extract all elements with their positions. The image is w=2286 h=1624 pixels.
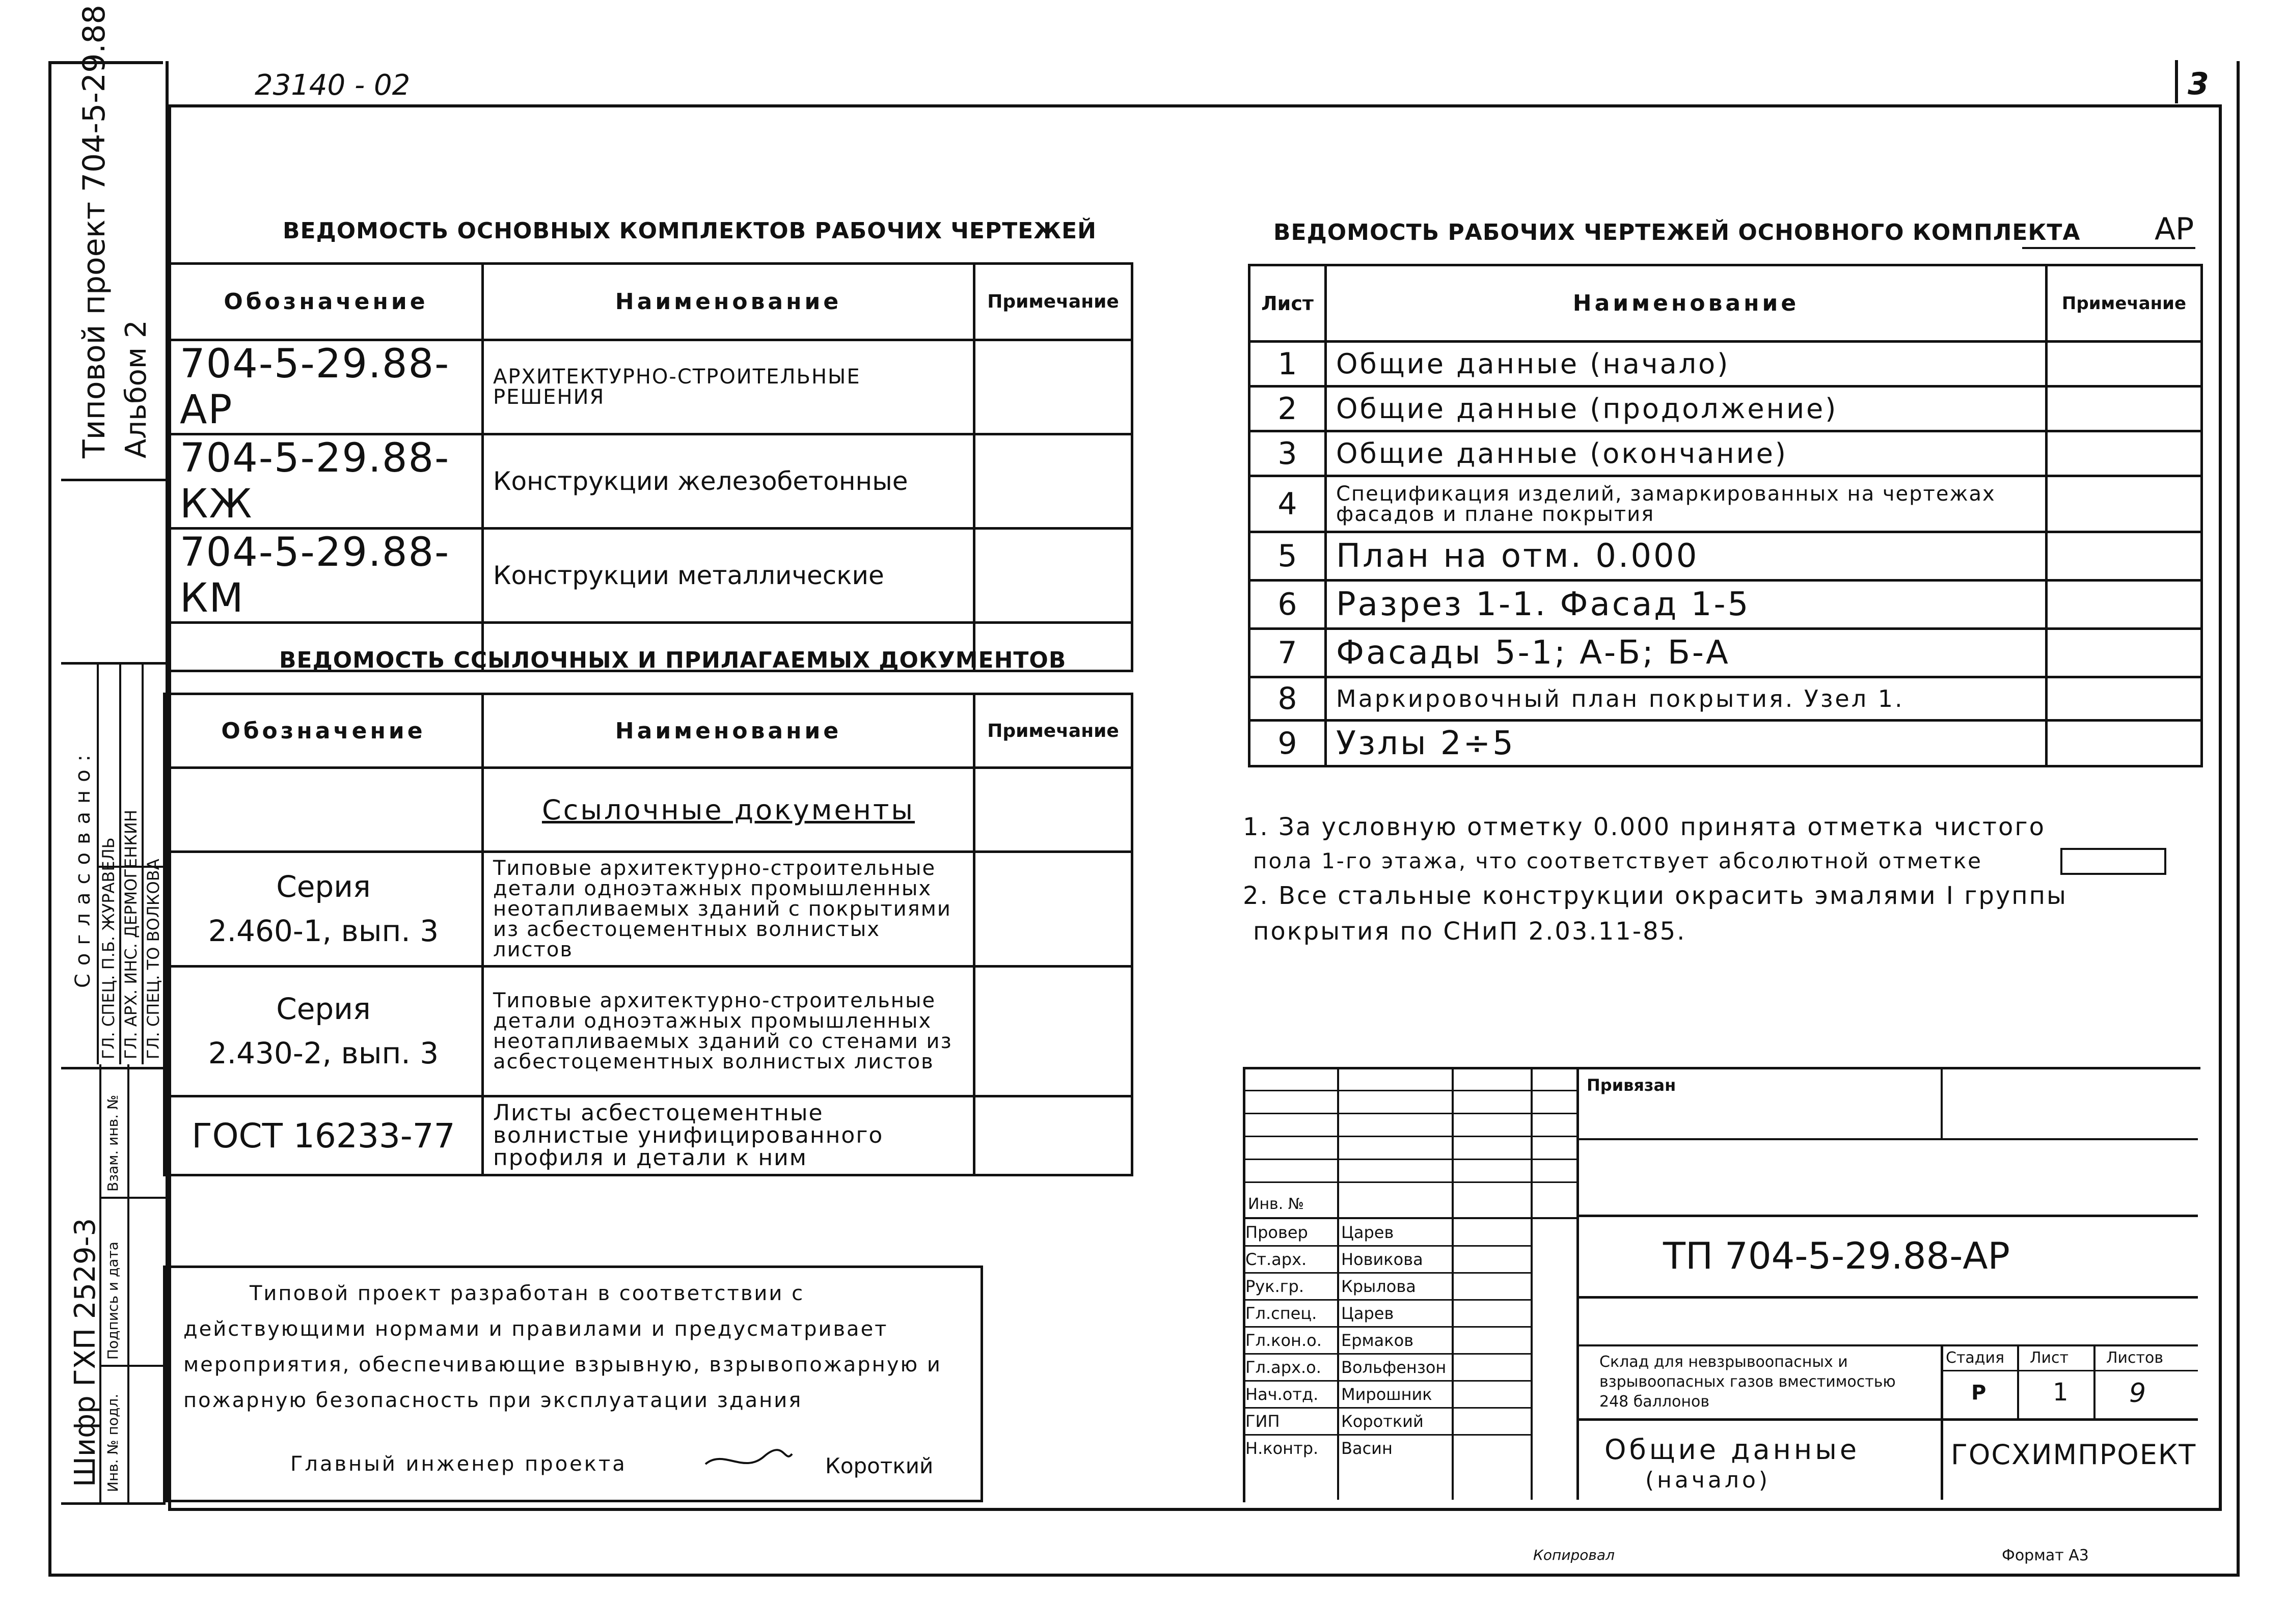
sheet-number: 2 xyxy=(1249,387,1326,431)
signer-row: Ст.арх. Новикова xyxy=(1245,1247,1531,1274)
agreed-row-2: ГЛ. АРХ. ИНС. ДЕРМОГЕНКИН xyxy=(121,810,141,1059)
col-header-note: Примечание xyxy=(2047,265,2202,342)
sheet-number: 3 xyxy=(1249,431,1326,476)
note-line-2: пола 1-го этажа, что соответствует абсолютной отметке xyxy=(1253,848,1983,873)
side-divider-1 xyxy=(61,479,166,481)
footer-format: Формат А3 xyxy=(2002,1547,2089,1564)
table-row xyxy=(170,340,1132,434)
object-name: Склад для невзрывоопасных и взрывоопасных газов вместимостью 248 баллонов xyxy=(1599,1353,1896,1411)
sheet-list-suffix-line xyxy=(2022,247,2195,249)
ref-code: Серия 2.430-2, вып. 3 xyxy=(165,967,483,1096)
sheet-number: 8 xyxy=(1249,677,1326,721)
ref-name: Листы асбестоцементные волнистые унифицированного профиля и детали к ним xyxy=(483,1096,974,1175)
sheet-number: 5 xyxy=(1249,532,1326,581)
table-row xyxy=(1249,342,2202,387)
tb-row xyxy=(1243,1113,1576,1114)
podpis-label: Подпись и дата xyxy=(104,1242,121,1360)
side-bottom-row xyxy=(99,1365,166,1367)
table-row xyxy=(170,529,1132,623)
tb-row xyxy=(1243,1090,1576,1091)
tb-hline xyxy=(1941,1370,2198,1371)
table-row xyxy=(165,768,1132,852)
sheet-name: Общие данные (окончание) xyxy=(1326,431,2047,476)
table-row xyxy=(165,967,1132,1096)
table-row xyxy=(170,434,1132,529)
sheet-name: Маркировочный план покрытия. Узел 1. xyxy=(1326,677,2047,721)
col-header-note: Примечание xyxy=(974,264,1132,340)
sheet-list-table xyxy=(1248,264,2203,767)
col-header-name: Наименование xyxy=(483,694,974,768)
tb-vline xyxy=(1941,1067,1943,1138)
sheet-number: 9 xyxy=(1249,721,1326,766)
album-vertical: Альбом 2 xyxy=(120,320,153,458)
signer-row: Гл.спец. Царев xyxy=(1245,1301,1531,1328)
statement-text: Типовой проект разработан в соответствии с действующими нормами и правилами и предусматривает мероприятия, обеспечивающие взрывную, взрывопожарную и пожарную безопасность при эксплуатации здания xyxy=(183,1282,942,1412)
note-line-1: 1. За условную отметку 0.000 принята отметка чистого xyxy=(1243,813,2046,841)
sheet-name: Фасады 5-1; А-Б; Б-А xyxy=(1326,629,2047,677)
table-row xyxy=(165,1096,1132,1175)
sheet-label: Лист xyxy=(2030,1349,2069,1367)
tb-col xyxy=(1531,1067,1533,1500)
sheet-name: Спецификация изделий, замаркированных на чертежах фасадов и плане покрытия xyxy=(1326,476,2047,532)
tb-vline xyxy=(1941,1344,1943,1500)
statement-signer-name: Короткий xyxy=(825,1453,934,1478)
set-note xyxy=(974,434,1132,529)
tb-col xyxy=(1576,1067,1579,1500)
sheet-list-suffix: АР xyxy=(2155,211,2194,247)
sheets-label: Листов xyxy=(2106,1349,2164,1367)
set-name: Конструкции железобетонные xyxy=(483,434,974,529)
ref-name: Типовые архитектурно-строительные детали одноэтажных промышленных неотапливаемых зданий с покрытиями из асбестоцементных волнистых листов xyxy=(483,852,974,967)
inv-label: Инв. № подл. xyxy=(104,1393,121,1492)
tb-hline xyxy=(1576,1215,2198,1217)
set-code: 704-5-29.88-АР xyxy=(170,340,483,434)
signer-row: Гл.кон.о. Ермаков xyxy=(1245,1328,1531,1355)
stage-value: Р xyxy=(1971,1381,1986,1405)
table-row xyxy=(1249,721,2202,766)
sheet-number: 7 xyxy=(1249,629,1326,677)
doc-number: 23140 - 02 xyxy=(255,69,411,102)
tb-hline xyxy=(1576,1418,2198,1421)
vzam-label: Взам. инв. № xyxy=(104,1094,121,1192)
ref-section-title: Ссылочные документы xyxy=(541,793,915,826)
sheet-title-line1: Общие данные xyxy=(1604,1434,1860,1466)
signers-list xyxy=(1245,1220,1531,1461)
sheet-number: 4 xyxy=(1249,476,1326,532)
note-line-3: 2. Все стальные конструкции окрасить эмалями I группы xyxy=(1243,882,2067,910)
tb-vline xyxy=(2093,1344,2096,1418)
main-sets-table xyxy=(168,262,1133,672)
col-header-name: Наименование xyxy=(1326,265,2047,342)
sheet-title-line2: (начало) xyxy=(1645,1467,1771,1493)
tb-hline xyxy=(1576,1344,2198,1346)
statement-signer-label: Главный инженер проекта xyxy=(290,1452,627,1476)
agreed-row-1: ГЛ. СПЕЦ. П.Б. ЖУРАВЕЛЬ xyxy=(99,837,118,1059)
table-row xyxy=(1249,677,2202,721)
cipher-vertical: Шифр ГХП 2529-3 xyxy=(69,1218,102,1487)
tb-row xyxy=(1243,1217,1576,1219)
project-title-vertical: Типовой проект 704-5-29.88 xyxy=(76,5,112,458)
project-code: ТП 704-5-29.88-АР xyxy=(1663,1234,2010,1277)
table-row xyxy=(1249,532,2202,581)
signer-row: Рук.гр. Крылова xyxy=(1245,1274,1531,1301)
set-name: АРХИТЕКТУРНО-СТРОИТЕЛЬНЫЕ РЕШЕНИЯ xyxy=(483,340,974,434)
footer-copied: Копировал xyxy=(1533,1547,1615,1563)
sheet-name: Общие данные (начало) xyxy=(1326,342,2047,387)
col-header-code: Обозначение xyxy=(165,694,483,768)
set-code: 704-5-29.88-КМ xyxy=(170,529,483,623)
tb-row xyxy=(1243,1136,1576,1137)
table-row xyxy=(1249,476,2202,532)
sheet-name: Общие данные (продолжение) xyxy=(1326,387,2047,431)
set-name: Конструкции металлические xyxy=(483,529,974,623)
set-code: 704-5-29.88-КЖ xyxy=(170,434,483,529)
table-row xyxy=(1249,629,2202,677)
tb-vline xyxy=(2017,1344,2019,1418)
signer-row: ГИП Короткий xyxy=(1245,1409,1531,1436)
signer-row: Н.контр. Васин xyxy=(1245,1439,1393,1458)
table-row xyxy=(1249,581,2202,629)
ref-note xyxy=(974,1096,1132,1175)
table-row xyxy=(165,852,1132,967)
organization: ГОСХИМПРОЕКТ xyxy=(1951,1439,2197,1471)
sheet-value: 1 xyxy=(2053,1378,2069,1407)
sheet-name: Разрез 1-1. Фасад 1-5 xyxy=(1326,581,2047,629)
inv-no-label: Инв. № xyxy=(1248,1195,1304,1213)
agreed-label: Согласовано: xyxy=(71,746,95,988)
tb-row xyxy=(1243,1181,1576,1183)
sheet-list-title: ВЕДОМОСТЬ РАБОЧИХ ЧЕРТЕЖЕЙ ОСНОВНОГО КОМПЛЕКТА xyxy=(1273,219,2081,245)
col-header-sheet: Лист xyxy=(1249,265,1326,342)
ref-code: ГОСТ 16233-77 xyxy=(165,1096,483,1175)
ref-docs-table xyxy=(163,693,1133,1176)
sheet-name: Узлы 2÷5 xyxy=(1326,721,2047,766)
sheet-name: План на отм. 0.000 xyxy=(1326,532,2047,581)
sheet-number: 6 xyxy=(1249,581,1326,629)
tb-hline xyxy=(1576,1138,2198,1140)
side-bottom-row xyxy=(99,1197,166,1199)
set-note xyxy=(974,340,1132,434)
elevation-box xyxy=(2060,848,2166,875)
sheets-value: 9 xyxy=(2129,1378,2146,1409)
signer-row: Провер Царев xyxy=(1245,1220,1531,1247)
signer-row: Гл.арх.о. Вольфензон xyxy=(1245,1355,1531,1382)
page-number: 3 xyxy=(2188,66,2209,102)
note-line-4: покрытия по СНиП 2.03.11-85. xyxy=(1253,917,1686,946)
tb-row xyxy=(1243,1159,1576,1160)
set-note xyxy=(974,529,1132,623)
main-sets-title: ВЕДОМОСТЬ ОСНОВНЫХ КОМПЛЕКТОВ РАБОЧИХ ЧЕРТЕЖЕЙ xyxy=(283,218,1097,244)
table-row xyxy=(1249,431,2202,476)
ref-code: Серия 2.460-1, вып. 3 xyxy=(165,852,483,967)
privyazan-label: Привязан xyxy=(1587,1076,1676,1095)
agreed-row-3: ГЛ. СПЕЦ. ТО ВОЛКОВА xyxy=(144,859,163,1059)
ref-note xyxy=(974,967,1132,1096)
signature-mark xyxy=(703,1444,795,1479)
table-row xyxy=(1249,387,2202,431)
col-header-code: Обозначение xyxy=(170,264,483,340)
signer-row: Нач.отд. Мирошник xyxy=(1245,1382,1531,1409)
stage-label: Стадия xyxy=(1946,1349,2005,1367)
col-header-note: Примечание xyxy=(974,694,1132,768)
tb-hline xyxy=(1576,1296,2198,1299)
ref-note xyxy=(974,852,1132,967)
col-header-name: Наименование xyxy=(483,264,974,340)
ref-docs-title: ВЕДОМОСТЬ ССЫЛОЧНЫХ И ПРИЛАГАЕМЫХ ДОКУМЕНТОВ xyxy=(279,647,1067,673)
top-frame-line xyxy=(168,104,2216,107)
sheet-number: 1 xyxy=(1249,342,1326,387)
side-bottom-col xyxy=(127,1064,129,1502)
ref-name: Типовые архитектурно-строительные детали одноэтажных промышленных неотапливаемых зданий со стенами из асбестоцементных волнистых листов xyxy=(483,967,974,1096)
